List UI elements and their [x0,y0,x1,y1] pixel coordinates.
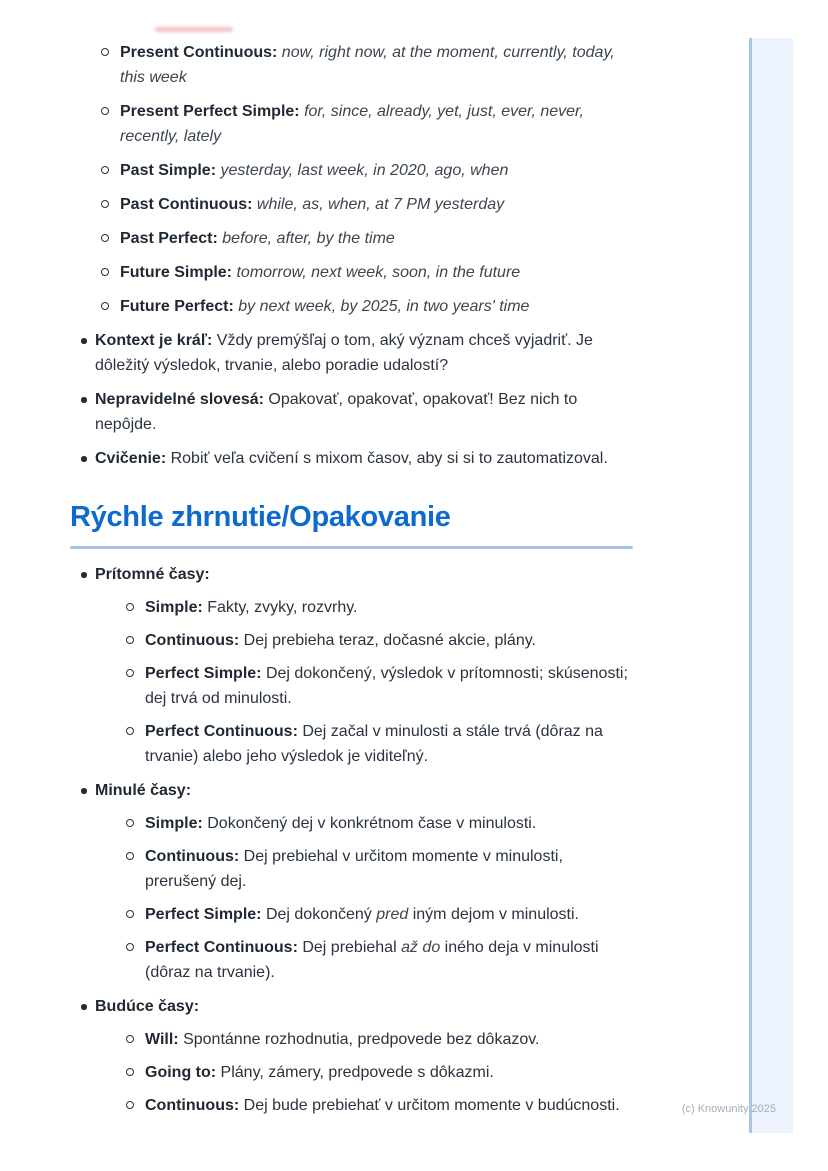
dot-bullet-icon [81,338,87,344]
item-emphasis: až do [401,939,441,956]
item-text: Vždy premýšľaj o tom, aký význam chceš vyjadriť. Je dôležitý výsledok, trvanie, alebo poradie udalostí? [95,332,593,374]
tips-list [70,328,633,471]
list-item [95,628,633,653]
list-group-future [70,994,633,1118]
sub-list [95,1027,633,1118]
item-label: Future Simple: [120,264,233,281]
item-label: Past Continuous: [120,196,253,213]
dot-bullet-icon [81,456,87,462]
item-text: Dej prebiehal [302,939,397,956]
list-item [95,1093,633,1118]
item-text: Robiť veľa cvičení s mixom časov, aby si si to zautomatizoval. [170,450,608,467]
circle-bullet-icon [126,603,134,611]
item-emphasis: pred [376,906,409,923]
list-group-present [70,562,633,769]
item-text: Dej bude prebiehať v určitom momente v budúcnosti. [243,1097,620,1114]
item-text: Dej dokončený [265,906,372,923]
item-label: Continuous: [145,1097,240,1114]
sub-list [95,595,633,769]
item-label: Simple: [145,599,203,616]
list-item [95,902,633,927]
circle-bullet-icon [101,200,109,208]
item-label: Past Perfect: [120,230,218,247]
copyright-watermark: (c) Knowunity 2025 [681,1103,776,1115]
dot-bullet-icon [81,572,87,578]
circle-bullet-icon [126,1035,134,1043]
item-text: Plány, zámery, predpovede s dôkazmi. [220,1064,494,1081]
item-label: Present Continuous: [120,44,278,61]
item-label: Simple: [145,815,203,832]
list-item [70,387,633,437]
item-markers: yesterday, last week, in 2020, ago, when [220,162,509,179]
list-item [70,328,633,378]
dot-bullet-icon [81,1004,87,1010]
sub-list [95,811,633,985]
circle-bullet-icon [126,943,134,951]
item-label: Continuous: [145,632,240,649]
document-content [70,0,633,1127]
item-text: Spontánne rozhodnutia, predpovede bez dôkazov. [183,1031,540,1048]
list-item [95,719,633,769]
list-group-past [70,778,633,985]
item-label: Going to: [145,1064,217,1081]
dot-bullet-icon [81,397,87,403]
circle-bullet-icon [126,636,134,644]
circle-bullet-icon [126,910,134,918]
item-text: Opakovať, opakovať, opakovať! Bez nich to nepôjde. [95,391,578,433]
item-text: Dej prebieha teraz, dočasné akcie, plány. [243,632,536,649]
item-label: Nepravidelné slovesá: [95,391,264,408]
item-markers: for, since, already, yet, just, ever, never, recently, lately [120,103,584,145]
list-item [95,1060,633,1085]
list-item [70,158,633,183]
list-item [70,446,633,471]
item-markers: tomorrow, next week, soon, in the future [236,264,521,281]
dot-bullet-icon [81,788,87,794]
group-label: Prítomné časy: [95,566,210,583]
item-label: Present Perfect Simple: [120,103,300,120]
item-markers: while, as, when, at 7 PM yesterday [256,196,505,213]
circle-bullet-icon [126,669,134,677]
item-label: Kontext je kráľ: [95,332,213,349]
item-text: Dej dokončený, výsledok v prítomnosti; skúsenosti; dej trvá od minulosti. [145,665,628,707]
circle-bullet-icon [126,852,134,860]
time-markers-list [70,0,633,319]
list-item [95,1027,633,1052]
item-text: Dokončený dej v konkrétnom čase v minulosti. [207,815,537,832]
circle-bullet-icon [101,48,109,56]
circle-bullet-icon [101,234,109,242]
list-item [70,260,633,285]
circle-bullet-icon [126,1101,134,1109]
item-label: Past Simple: [120,162,217,179]
item-markers: before, after, by the time [222,230,395,247]
list-item [95,844,633,894]
item-markers: now, right now, at the moment, currently, today, this week [120,44,615,86]
list-item [70,192,633,217]
item-text: iného deja v minulosti (dôraz na trvanie). [145,939,599,981]
item-label: Perfect Simple: [145,665,262,682]
circle-bullet-icon [101,107,109,115]
item-markers: by next week, by 2025, in two years' time [238,298,530,315]
list-item [70,40,633,90]
list-item [70,226,633,251]
item-text: Fakty, zvyky, rozvrhy. [207,599,358,616]
list-item [70,294,633,319]
item-label: Continuous: [145,848,240,865]
list-item [95,595,633,620]
circle-bullet-icon [101,166,109,174]
list-item [95,811,633,836]
item-text: iným dejom v minulosti. [412,906,579,923]
item-label: Will: [145,1031,179,1048]
list-item [70,99,633,149]
scrollbar[interactable] [749,38,793,1133]
group-label: Budúce časy: [95,998,200,1015]
section-heading: Rýchle zhrnutie/Opakovanie [70,501,451,533]
item-text: Dej prebiehal v určitom momente v minulosti, prerušený dej. [145,848,563,890]
heading-divider [70,546,633,549]
list-item [95,661,633,711]
circle-bullet-icon [126,1068,134,1076]
item-label: Perfect Simple: [145,906,262,923]
circle-bullet-icon [126,819,134,827]
group-label: Minulé časy: [95,782,192,799]
list-item [95,935,633,985]
item-label: Perfect Continuous: [145,723,298,740]
summary-list [70,562,633,1118]
circle-bullet-icon [101,302,109,310]
circle-bullet-icon [101,268,109,276]
item-label: Perfect Continuous: [145,939,298,956]
item-label: Cvičenie: [95,450,167,467]
item-text: Dej začal v minulosti a stále trvá (dôraz na trvanie) alebo jeho výsledok je viditeľný. [145,723,603,765]
circle-bullet-icon [126,727,134,735]
item-label: Future Perfect: [120,298,234,315]
